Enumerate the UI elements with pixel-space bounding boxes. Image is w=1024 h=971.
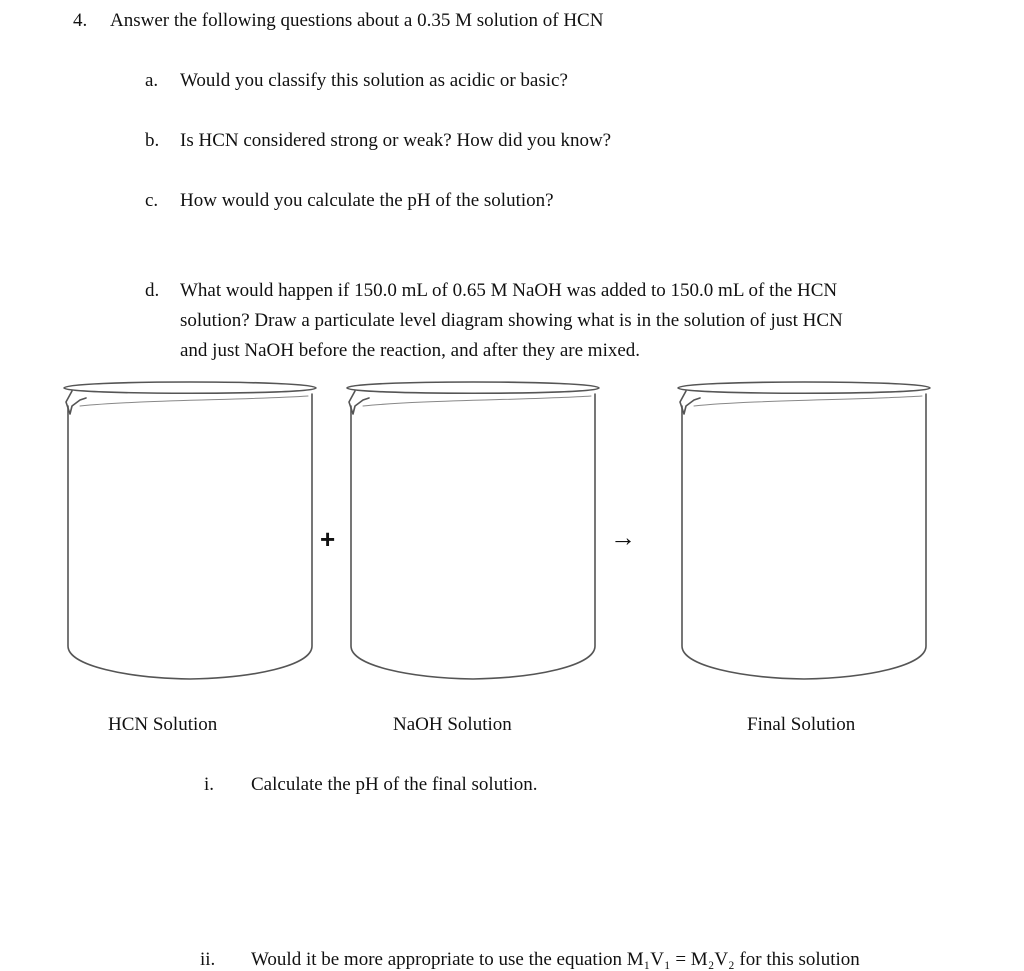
plus-icon: + [320,524,336,554]
subpart-ii [0,941,1024,970]
part-text-line-1: What would happen if 150.0 mL of 0.65 M NaOH was added to 150.0 mL of the HCN [180,280,838,301]
question-number: 4. [73,10,88,31]
part-marker: a. [145,70,159,91]
beaker-icon [672,376,936,696]
part-marker: c. [145,190,159,211]
subpart-text: Would it be more appropriate to use the equation M₁V₁ = M₂V₂ for this solution [251,949,860,970]
beaker-label-hcn: HCN Solution [108,714,218,735]
beaker-label-naoh: NaOH Solution [393,714,512,735]
beaker-icon [341,376,605,696]
part-marker: d. [145,280,160,301]
subpart-text: Calculate the pH of the final solution. [251,774,538,795]
arrow-right-icon: → [610,522,636,552]
beaker-icon [58,376,322,696]
part-text: Would you classify this solution as acidic or basic? [180,70,568,91]
final-beaker [672,376,936,696]
naoh-beaker [341,376,605,696]
part-text-line-2: solution? Draw a particulate level diagram showing what is in the solution of just HCN [180,310,843,331]
beaker-label-final: Final Solution [747,714,856,735]
hcn-beaker [58,376,322,696]
subpart-marker: ii. [200,949,216,970]
part-text: Is HCN considered strong or weak? How did you know? [180,130,612,151]
part-text: How would you calculate the pH of the solution? [180,190,554,211]
part-text-line-3: and just NaOH before the reaction, and after they are mixed. [180,340,641,361]
question-prompt: Answer the following questions about a 0.35 M solution of HCN [110,10,604,31]
part-marker: b. [145,130,160,151]
subpart-marker: i. [204,774,215,795]
